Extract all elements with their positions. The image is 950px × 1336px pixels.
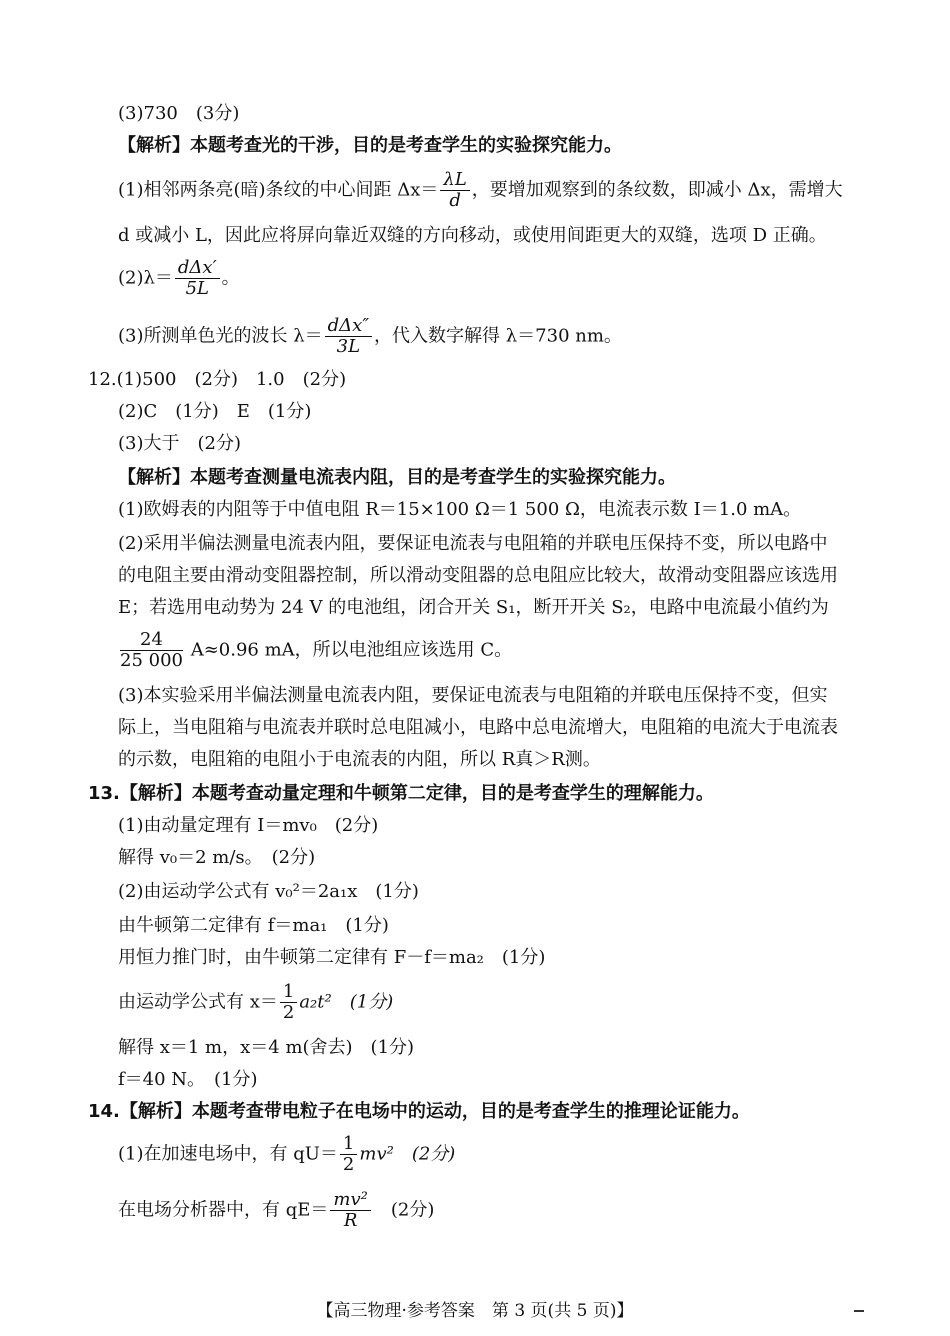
analysis-12-2-cont2: E；若选用电动势为 24 V 的电池组，闭合开关 S₁，断开开关 S₂，电路中电流最小值约为 xyxy=(118,597,829,618)
analysis-14-analyzer: 在电场分析器中，有 qE＝ $\frac{\text{mv²}}{R}$ (2分) xyxy=(118,1189,435,1231)
analysis-12-heading: 【解析】本题考查测量电流表内阻，目的是考查学生的实验探究能力。 xyxy=(118,467,676,488)
answer-12-3: (3)大于 (2分) xyxy=(118,433,241,454)
analysis-13-heading: 13.【解析】本题考查动量定理和牛顿第二定律，目的是考查学生的理解能力。 xyxy=(88,783,714,804)
analysis-12-1: (1)欧姆表的内阻等于中值电阻 R＝15×100 Ω＝1 500 Ω，电流表示数 I＝1.0 mA。 xyxy=(118,499,802,520)
answer-11-3: (3)730 (3分) xyxy=(118,103,240,124)
analysis-13-2-solve: 解得 x＝1 m，x＝4 m(舍去) (1分) xyxy=(118,1037,415,1058)
analysis-11-heading: 【解析】本题考查光的干涉，目的是考查学生的实验探究能力。 xyxy=(118,135,622,156)
analysis-13-1: (1)由动量定理有 I＝mv₀ (2分) xyxy=(118,815,379,836)
analysis-12-2-cont1: 的电阻主要由滑动变阻器控制，所以滑动变阻器的总电阻应比较大，故滑动变阻器应该选用 xyxy=(118,565,838,586)
analysis-14-1: (1)在加速电场中，有 qU＝ $\frac{1}{2}$ mv² (2分) xyxy=(118,1133,456,1175)
analysis-13-2-result: f＝40 N。 (1分) xyxy=(118,1069,258,1090)
analysis-12-3: (3)本实验采用半偏法测量电流表内阻，要保证电流表与电阻箱的并联电压保持不变，但实 xyxy=(118,685,828,706)
analysis-12-3-cont2: 的示数，电阻箱的电阻小于电流表的内阻，所以 R真＞R测。 xyxy=(118,749,601,770)
analysis-12-3-cont1: 际上，当电阻箱与电流表并联时总电阻减小，电路中总电流增大，电阻箱的电流大于电流表 xyxy=(118,717,838,738)
analysis-11-1: (1)相邻两条亮(暗)条纹的中心间距 Δx＝ $\frac{\lambda L}{d}$ ，要增加观察到的条纹数，即减小 Δx，需增大 xyxy=(118,169,843,211)
analysis-13-2-kinematics: 由运动学公式有 x＝ $\frac{1}{2}$ a₂t² (1分) xyxy=(118,981,394,1023)
analysis-13-2-newton2: 用恒力推门时，由牛顿第二定律有 F－f＝ma₂ (1分) xyxy=(118,947,546,968)
analysis-13-1-result: 解得 v₀＝2 m/s。 (2分) xyxy=(118,847,316,868)
analysis-11-2: (2)λ＝ $\frac{\text{dΔx′}}{5L}$ 。 xyxy=(118,257,240,299)
analysis-11-3: (3)所测单色光的波长 λ＝ $\frac{\text{dΔx″}}{3L}$ ，代入数字解得 λ＝730 nm。 xyxy=(118,315,622,357)
page-footer: 【高三物理·参考答案 第 3 页(共 5 页)】 xyxy=(316,1301,634,1321)
answer-12-2: (2)C (1分) E (1分) xyxy=(118,401,312,422)
answer-12-1: 12.(1)500 (2分) 1.0 (2分) xyxy=(88,369,347,390)
corner-mark xyxy=(854,1310,864,1312)
analysis-12-2: (2)采用半偏法测量电流表内阻，要保证电流表与电阻箱的并联电压保持不变，所以电路中 xyxy=(118,533,828,554)
analysis-12-2-cont3: $\frac{24}{25 000}$ A≈0.96 mA，所以电池组应该选用 C。 xyxy=(120,629,513,671)
analysis-13-2-newton1: 由牛顿第二定律有 f＝ma₁ (1分) xyxy=(118,915,389,936)
analysis-11-1-cont: d 或减小 L，因此应将屏向靠近双缝的方向移动，或使用间距更大的双缝，选项 D 正确。 xyxy=(118,225,827,246)
analysis-13-2: (2)由运动学公式有 v₀²＝2a₁x (1分) xyxy=(118,881,419,902)
analysis-14-heading: 14.【解析】本题考查带电粒子在电场中的运动，目的是考查学生的推理论证能力。 xyxy=(88,1101,750,1122)
